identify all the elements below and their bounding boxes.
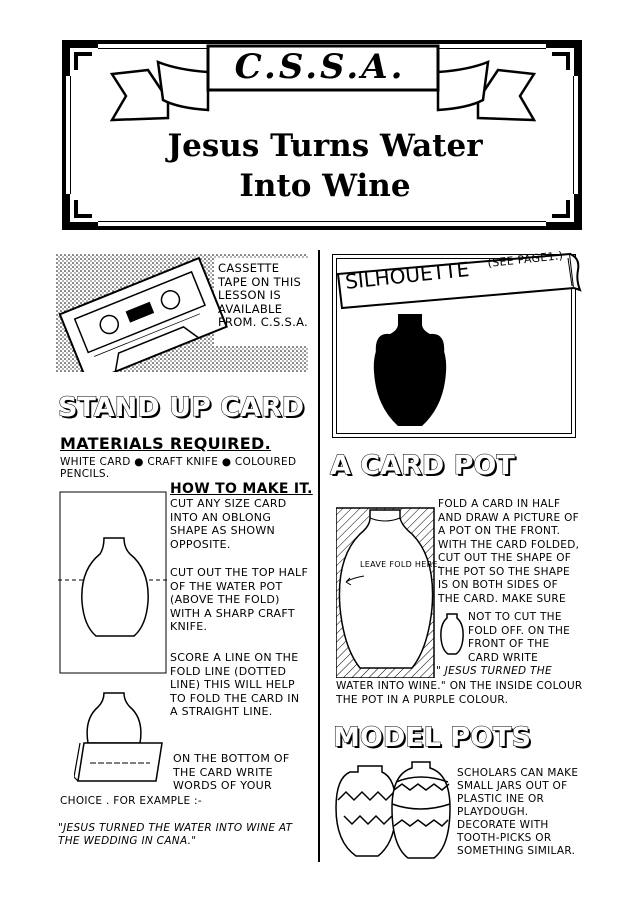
- page-title: [100, 126, 550, 206]
- corner-ornament-top-right: [546, 40, 582, 76]
- silhouette-note: (SEE PAGE1.): [487, 249, 564, 270]
- example-quote: "JESUS TURNED THE WATER INTO WINE AT THE WEDDING IN CANA.": [58, 822, 293, 847]
- card-pot-diagram: [336, 498, 436, 678]
- card-pot-instructions-4: WATER INTO WINE." ON THE INSIDE COLOUR THE POT IN A PURPLE COLOUR.: [336, 680, 583, 706]
- organization-title: C.S.S.A.: [234, 47, 406, 87]
- stand-up-card-heading: STAND UP CARD: [58, 392, 305, 423]
- model-pots-instructions: SCHOLARS CAN MAKE SMALL JARS OUT OF PLASTIC INE OR PLAYDOUGH. DECORATE WITH TOOTH-PICKS OR SOMETHING SIMILAR.: [457, 767, 579, 857]
- leave-fold-label: LEAVE FOLD HERE.: [360, 560, 441, 569]
- title-line-1: Jesus Turns Water: [167, 128, 483, 164]
- column-divider: [318, 250, 320, 862]
- card-pot-instructions-2: NOT TO CUT THE FOLD OFF. ON THE FRONT OF THE CARD WRITE: [468, 611, 571, 664]
- materials-text: WHITE CARD ● CRAFT KNIFE ● COLOURED PENCILS.: [60, 456, 297, 480]
- model-pots-heading: MODEL POTS: [333, 722, 531, 753]
- corner-ornament-top-left: [62, 40, 98, 76]
- small-pot-icon: [438, 612, 466, 656]
- standing-card-illustration: [74, 685, 164, 785]
- card-pot-instructions-1: FOLD A CARD IN HALF AND DRAW A PICTURE OF A POT ON THE FRONT. WITH THE CARD FOLDED, CUT OUT THE SHAPE OF THE POT SO THE SHAPE IS ON BOTH SIDES OF THE CARD. MAKE SURE: [438, 498, 580, 605]
- instruction-step-2: CUT OUT THE TOP HALF OF THE WATER POT (ABOVE THE FOLD) WITH A SHARP CRAFT KNIFE.: [170, 566, 309, 633]
- how-to-make-heading: HOW TO MAKE IT.: [170, 481, 313, 497]
- card-pot-heading: A CARD POT: [330, 450, 515, 481]
- choice-text: CHOICE . FOR EXAMPLE :-: [60, 795, 202, 807]
- water-pot-silhouette: [360, 310, 460, 428]
- instruction-step-1: CUT ANY SIZE CARD INTO AN OBLONG SHAPE AS SHOWN OPPOSITE.: [170, 497, 287, 551]
- model-pots-illustration: [330, 756, 456, 860]
- corner-ornament-bottom-right: [546, 194, 582, 230]
- cassette-availability-text: CASSETTE TAPE ON THIS LESSON IS AVAILABLE FROM. C.S.S.A.: [218, 261, 309, 329]
- materials-heading: MATERIALS REQUIRED.: [60, 434, 271, 453]
- instruction-step-4: ON THE BOTTOM OF THE CARD WRITE WORDS OF YOUR: [173, 752, 290, 792]
- title-line-2: Into Wine: [239, 168, 411, 204]
- instruction-step-3: SCORE A LINE ON THE FOLD LINE (DOTTED LINE) THIS WILL HELP TO FOLD THE CARD IN A STRAIGHT LINE.: [170, 651, 300, 718]
- card-pot-instructions-3: " JESUS TURNED THE: [436, 665, 552, 677]
- corner-ornament-bottom-left: [62, 194, 98, 230]
- card-cutting-diagram: [58, 490, 168, 675]
- silhouette-heading: SILHOUETTE: [344, 256, 471, 294]
